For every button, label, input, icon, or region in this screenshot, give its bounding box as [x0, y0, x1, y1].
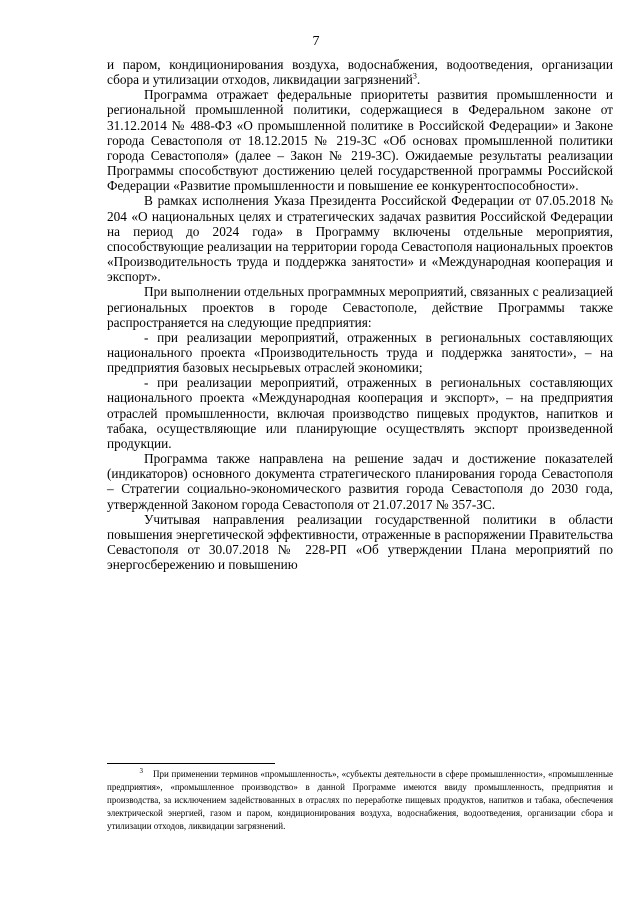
- paragraph-8: Учитывая направления реализации государственной политики в области повышения энергетической эффективности, отраженные в распоряжении Правительства Севастополя от 30.07.2018 № 228-РП «Об утверждении Плана мероприятий по энергосбережению и повышению: [107, 511, 613, 573]
- paragraph-text: и паром, кондиционирования воздуха, водоснабжения, водоотведения, организации сбора и утилизации отходов, ликвидации загрязнений: [107, 57, 613, 88]
- page-number: 7: [312, 34, 320, 49]
- footnote: 3 При применении терминов «промышленность», «субъекты деятельности в сфере промышленности», «промышленные предприятия», «промышленное производство» в данной Программе имеются ввиду промышленность, предприятия и производства, за исключением задействованных в отраслях по переработке пищевых продуктов, напитков и табака, обеспечения электрической энергией, газом и паром, кондиционирования воздуха, водоснабжения, водоотведения, организации сбора и утилизации отходов, ликвидации загрязнений.: [107, 767, 613, 831]
- paragraph-7: Программа также направлена на решение задач и достижение показателей (индикаторов) основного документа стратегического планирования города Севастополя – Стратегии социально-экономического развития города Севастополя до 2030 года, утвержденной Законом города Севастополя от 21.07.2017 № 357-ЗС.: [107, 451, 613, 512]
- paragraph-4: При выполнении отдельных программных мероприятий, связанных с реализацией региональных проектов в городе Севастополе, действие Программы также распространяется на следующие предприятия:: [107, 284, 613, 330]
- paragraph-tail: .: [416, 72, 421, 88]
- paragraph-6: - при реализации мероприятий, отраженных в региональных составляющих национального проекта «Международная кооперация и экспорт», – на предприятия отраслей промышленности, включая производство пищевых продуктов, напитков и табака, осуществляющие или планирующие осуществлять экспорт произведенной продукции.: [107, 375, 613, 451]
- paragraph-5: - при реализации мероприятий, отраженных в региональных составляющих национального проекта «Производительность труда и поддержка занятости», – на предприятия базовых несырьевых отраслей экономики;: [107, 329, 613, 376]
- paragraph-1: [107, 57, 613, 87]
- paragraph-3: В рамках исполнения Указа Президента Российской Федерации от 07.05.2018 № 204 «О национальных целях и стратегических задачах развития Российской Федерации на период до 2024 года» в Программу включены отдельные мероприятия, способствующие реализации на территории города Севастополя национальных проектов «Производительность труда и поддержка занятости» и «Международная кооперация и экспорт».: [107, 193, 613, 285]
- body-text: [107, 57, 613, 572]
- footnote-text: При применении терминов «промышленность», «субъекты деятельности в сфере промышленности», «промышленные предприятия», «промышленное производство» в данной Программе имеются ввиду промышленность, предприятия и производства, за исключением задействованных в отраслях по переработке пищевых продуктов, напитков и табака, обеспечения электрической энергией, газом и паром, кондиционирования воздуха, водоснабжения, водоотведения, организации сбора и утилизации отходов, ликвидации загрязнений.: [107, 769, 613, 831]
- footnote-ref: 3: [412, 71, 417, 81]
- footnote-divider: [107, 763, 275, 764]
- paragraph-2: Программа отражает федеральные приоритеты развития промышленности и региональной промышленной политики, содержащиеся в Федеральном законе от 31.12.2014 № 488-ФЗ «О промышленной политике в Российской Федерации» и Законе города Севастополя от 18.12.2015 № 219-ЗС «Об основах промышленной политики города Севастополя» (далее – Закон № 219-ЗС). Ожидаемые результаты реализации Программы способствуют достижению целей государственной программы Российской Федерации «Развитие промышленности и повышение ее конкурентоспособности».: [107, 87, 613, 194]
